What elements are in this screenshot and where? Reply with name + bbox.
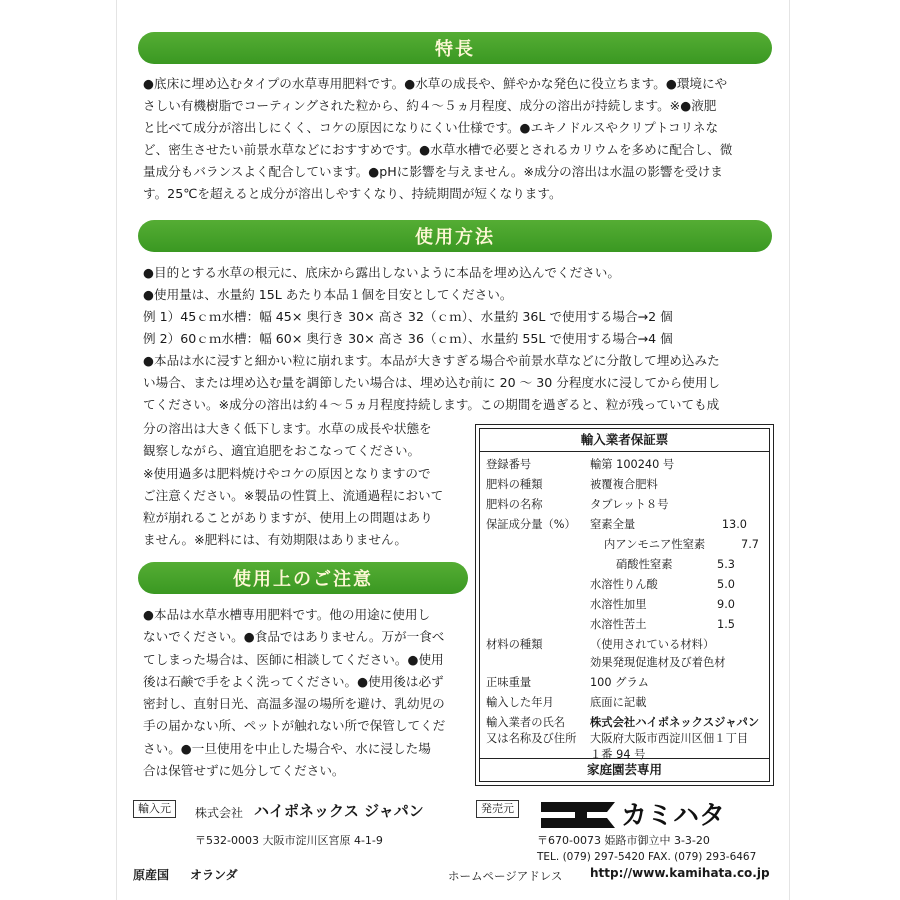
- text-line: てしまった場合は、医師に相談してください。●使用: [143, 651, 444, 667]
- importer-value: 株式会社ハイポネックスジャパン: [590, 716, 760, 729]
- features-text: [143, 73, 773, 205]
- guarantee-title: 輸入業者保証票: [480, 429, 769, 452]
- guarantee-footer: 家庭園芸専用: [480, 758, 769, 781]
- guarantee-row: [480, 475, 769, 495]
- importer-tag: 輸入元: [133, 800, 176, 818]
- usage-text: [143, 262, 773, 416]
- features-banner: [138, 32, 772, 64]
- guarantee-row: [480, 455, 769, 475]
- component-row: [480, 555, 769, 575]
- text-line: 観察しながら、適宜追肥をおこなってください。: [143, 443, 421, 459]
- text-line: 量成分もバランスよく配合しています。●pHに影響を与えません。※成分の溶出は水温の影響を受けま: [143, 164, 723, 179]
- text-line: ないでください。●食品ではありません。万が一食べ: [143, 629, 445, 645]
- seller-tel: TEL. (079) 297-5420 FAX. (079) 293-6467: [537, 851, 757, 863]
- origin-value: オランダ: [190, 868, 238, 882]
- text-line: ※使用過多は肥料焼けやコケの原因となりますので: [143, 465, 431, 481]
- text-line: ●目的とする水草の根元に、底床から露出しないように本品を埋め込んでください。: [143, 265, 620, 280]
- text-line: 後は石鹸で手をよく洗ってください。●使用後は必ず: [143, 673, 444, 689]
- usage-banner: [138, 220, 772, 252]
- importer-value: １番 94 号: [590, 748, 646, 761]
- kamihata-logo: [541, 800, 761, 830]
- cautions-title: 使用上のご注意: [233, 569, 373, 590]
- component-name: 内アンモニア性窒素: [604, 538, 706, 551]
- brand-text: カミハタ: [621, 801, 726, 830]
- component-row: [480, 595, 769, 615]
- registration-label: 登録番号: [486, 458, 532, 471]
- materials-value: 効果発現促進材及び着色材: [590, 656, 726, 669]
- name-value: タブレット８号: [590, 498, 669, 511]
- text-line: ●本品は水に浸すと細かい粒に崩れます。本品が大きすぎる場合や前景水草などに分散して埋め込みた: [143, 353, 720, 368]
- component-value: 7.7: [741, 538, 759, 551]
- text-line: 分の溶出は大きく低下します。水草の成長や状態を: [143, 421, 432, 436]
- text-line: ●使用量は、水量約 15L あたり本品１個を目安としてください。: [143, 287, 513, 302]
- type-value: 被覆複合肥料: [590, 478, 658, 491]
- text-line: す。25℃を超えると成分が溶出しやすくなり、持続期間が短くなります。: [143, 186, 562, 201]
- component-name: 水溶性苦土: [590, 618, 647, 631]
- materials-value: （使用されている材料）: [590, 638, 715, 651]
- importer-address: 〒532-0003 大阪市淀川区宮原 4-1-9: [195, 834, 383, 847]
- usage-title: 使用方法: [415, 227, 495, 248]
- text-line: い場合、または埋め込む量を調節したい場合は、埋め込む前に 20 ～ 30 分程度水に浸してから使用し: [143, 375, 721, 390]
- text-line: ●本品は水草水槽専用肥料です。他の用途に使用し: [143, 607, 431, 622]
- text-line: ど、密生させたい前景水草などにおすすめです。●水草水槽で必要とされるカリウムを多めに配合し、微: [143, 142, 733, 157]
- text-line: 粒が崩れることがありますが、使用上の問題はあり: [143, 510, 433, 526]
- cautions-text: [143, 604, 473, 782]
- text-line: と比べて成分が溶出しにくく、コケの原因になりにくい仕様です。●エキノドルスやクリプトコリネな: [143, 120, 719, 135]
- importer-label: 又は名称及び住所: [486, 732, 577, 745]
- component-value: 9.0: [717, 598, 735, 611]
- component-row: [480, 515, 769, 535]
- seller-tag: 発売元: [476, 800, 519, 818]
- guarantee-row: [480, 653, 769, 673]
- importer-value: 大阪府大阪市西淀川区佃１丁目: [590, 732, 749, 745]
- guarantee-row: [480, 635, 769, 655]
- import-date-value: 底面に記載: [590, 696, 647, 709]
- component-name: 硝酸性窒素: [616, 558, 673, 571]
- component-value: 13.0: [721, 518, 747, 531]
- type-label: 肥料の種類: [486, 478, 543, 491]
- origin-label: 原産国: [133, 868, 170, 882]
- text-line: ●底床に埋め込むタイプの水草専用肥料です。●水草の成長や、鮮やかな発色に役立ちます。●環境にや: [143, 76, 728, 91]
- component-value: 5.3: [717, 558, 735, 571]
- usage-text-continued: [143, 418, 473, 552]
- text-line: 手の届かない所、ペットが触れない所で保管してくだ: [143, 718, 446, 734]
- panel-edge-left: [116, 0, 117, 900]
- importer-label: 輸入業者の氏名: [486, 716, 566, 729]
- guarantee-row: [480, 673, 769, 693]
- homepage-url[interactable]: http://www.kamihata.co.jp: [590, 866, 770, 880]
- import-date-label: 輸入した年月: [486, 696, 554, 709]
- text-line: てください。※成分の溶出は約４～５ヵ月程度持続します。この期間を過ぎると、粒が残っていても成: [143, 397, 720, 412]
- name-label: 肥料の名称: [486, 498, 543, 511]
- guarantee-table: [475, 424, 774, 786]
- seller-address: 〒670-0073 姫路市御立中 3-3-20: [537, 834, 710, 847]
- registration-value: 輸第 100240 号: [590, 458, 675, 471]
- component-name: 水溶性加里: [590, 598, 647, 611]
- text-line: さしい有機樹脂でコーティングされた粒から、約４～５ヵ月程度、成分の溶出が持続します。※●液肥: [143, 98, 717, 113]
- component-name: 水溶性りん酸: [590, 578, 658, 591]
- weight-label: 正味重量: [486, 676, 532, 689]
- guarantee-table-inner: [479, 428, 770, 782]
- importer-company-prefix: 株式会社: [195, 806, 244, 820]
- components-label: 保証成分量（%）: [486, 518, 576, 531]
- component-value: 5.0: [717, 578, 735, 591]
- homepage-label: ホームページアドレス: [448, 869, 563, 883]
- component-name: 窒素全量: [590, 518, 636, 531]
- component-value: 1.5: [717, 618, 735, 631]
- component-row: [480, 535, 769, 555]
- text-line: ご注意ください。※製品の性質上、流通過程において: [143, 487, 444, 503]
- guarantee-row: [480, 495, 769, 515]
- text-line: ません。※肥料には、有効期限はありません。: [143, 532, 407, 548]
- text-line: 例 2）60ｃｍ水槽：幅 60× 奥行き 30× 高さ 36（ｃｍ）、水量約 55L で使用する場合→4 個: [143, 331, 673, 346]
- features-title: 特長: [435, 39, 475, 60]
- text-line: さい。●一旦使用を中止した場合や、水に浸した場: [143, 740, 431, 756]
- cautions-banner: [138, 562, 468, 594]
- text-line: 例 1）45ｃｍ水槽：幅 45× 奥行き 30× 高さ 32（ｃｍ）、水量約 36L で使用する場合→2 個: [143, 309, 673, 324]
- guarantee-row: [480, 693, 769, 713]
- materials-label: 材料の種類: [486, 638, 543, 651]
- component-row: [480, 575, 769, 595]
- component-row: [480, 615, 769, 635]
- panel-edge-right: [789, 0, 790, 900]
- text-line: 合は保管せずに処分してください。: [143, 763, 345, 779]
- importer-company: ハイポネックス ジャパン: [254, 802, 424, 820]
- text-line: 密封し、直射日光、高温多湿の場所を避け、乳幼児の: [143, 696, 445, 712]
- weight-value: 100 グラム: [590, 676, 649, 689]
